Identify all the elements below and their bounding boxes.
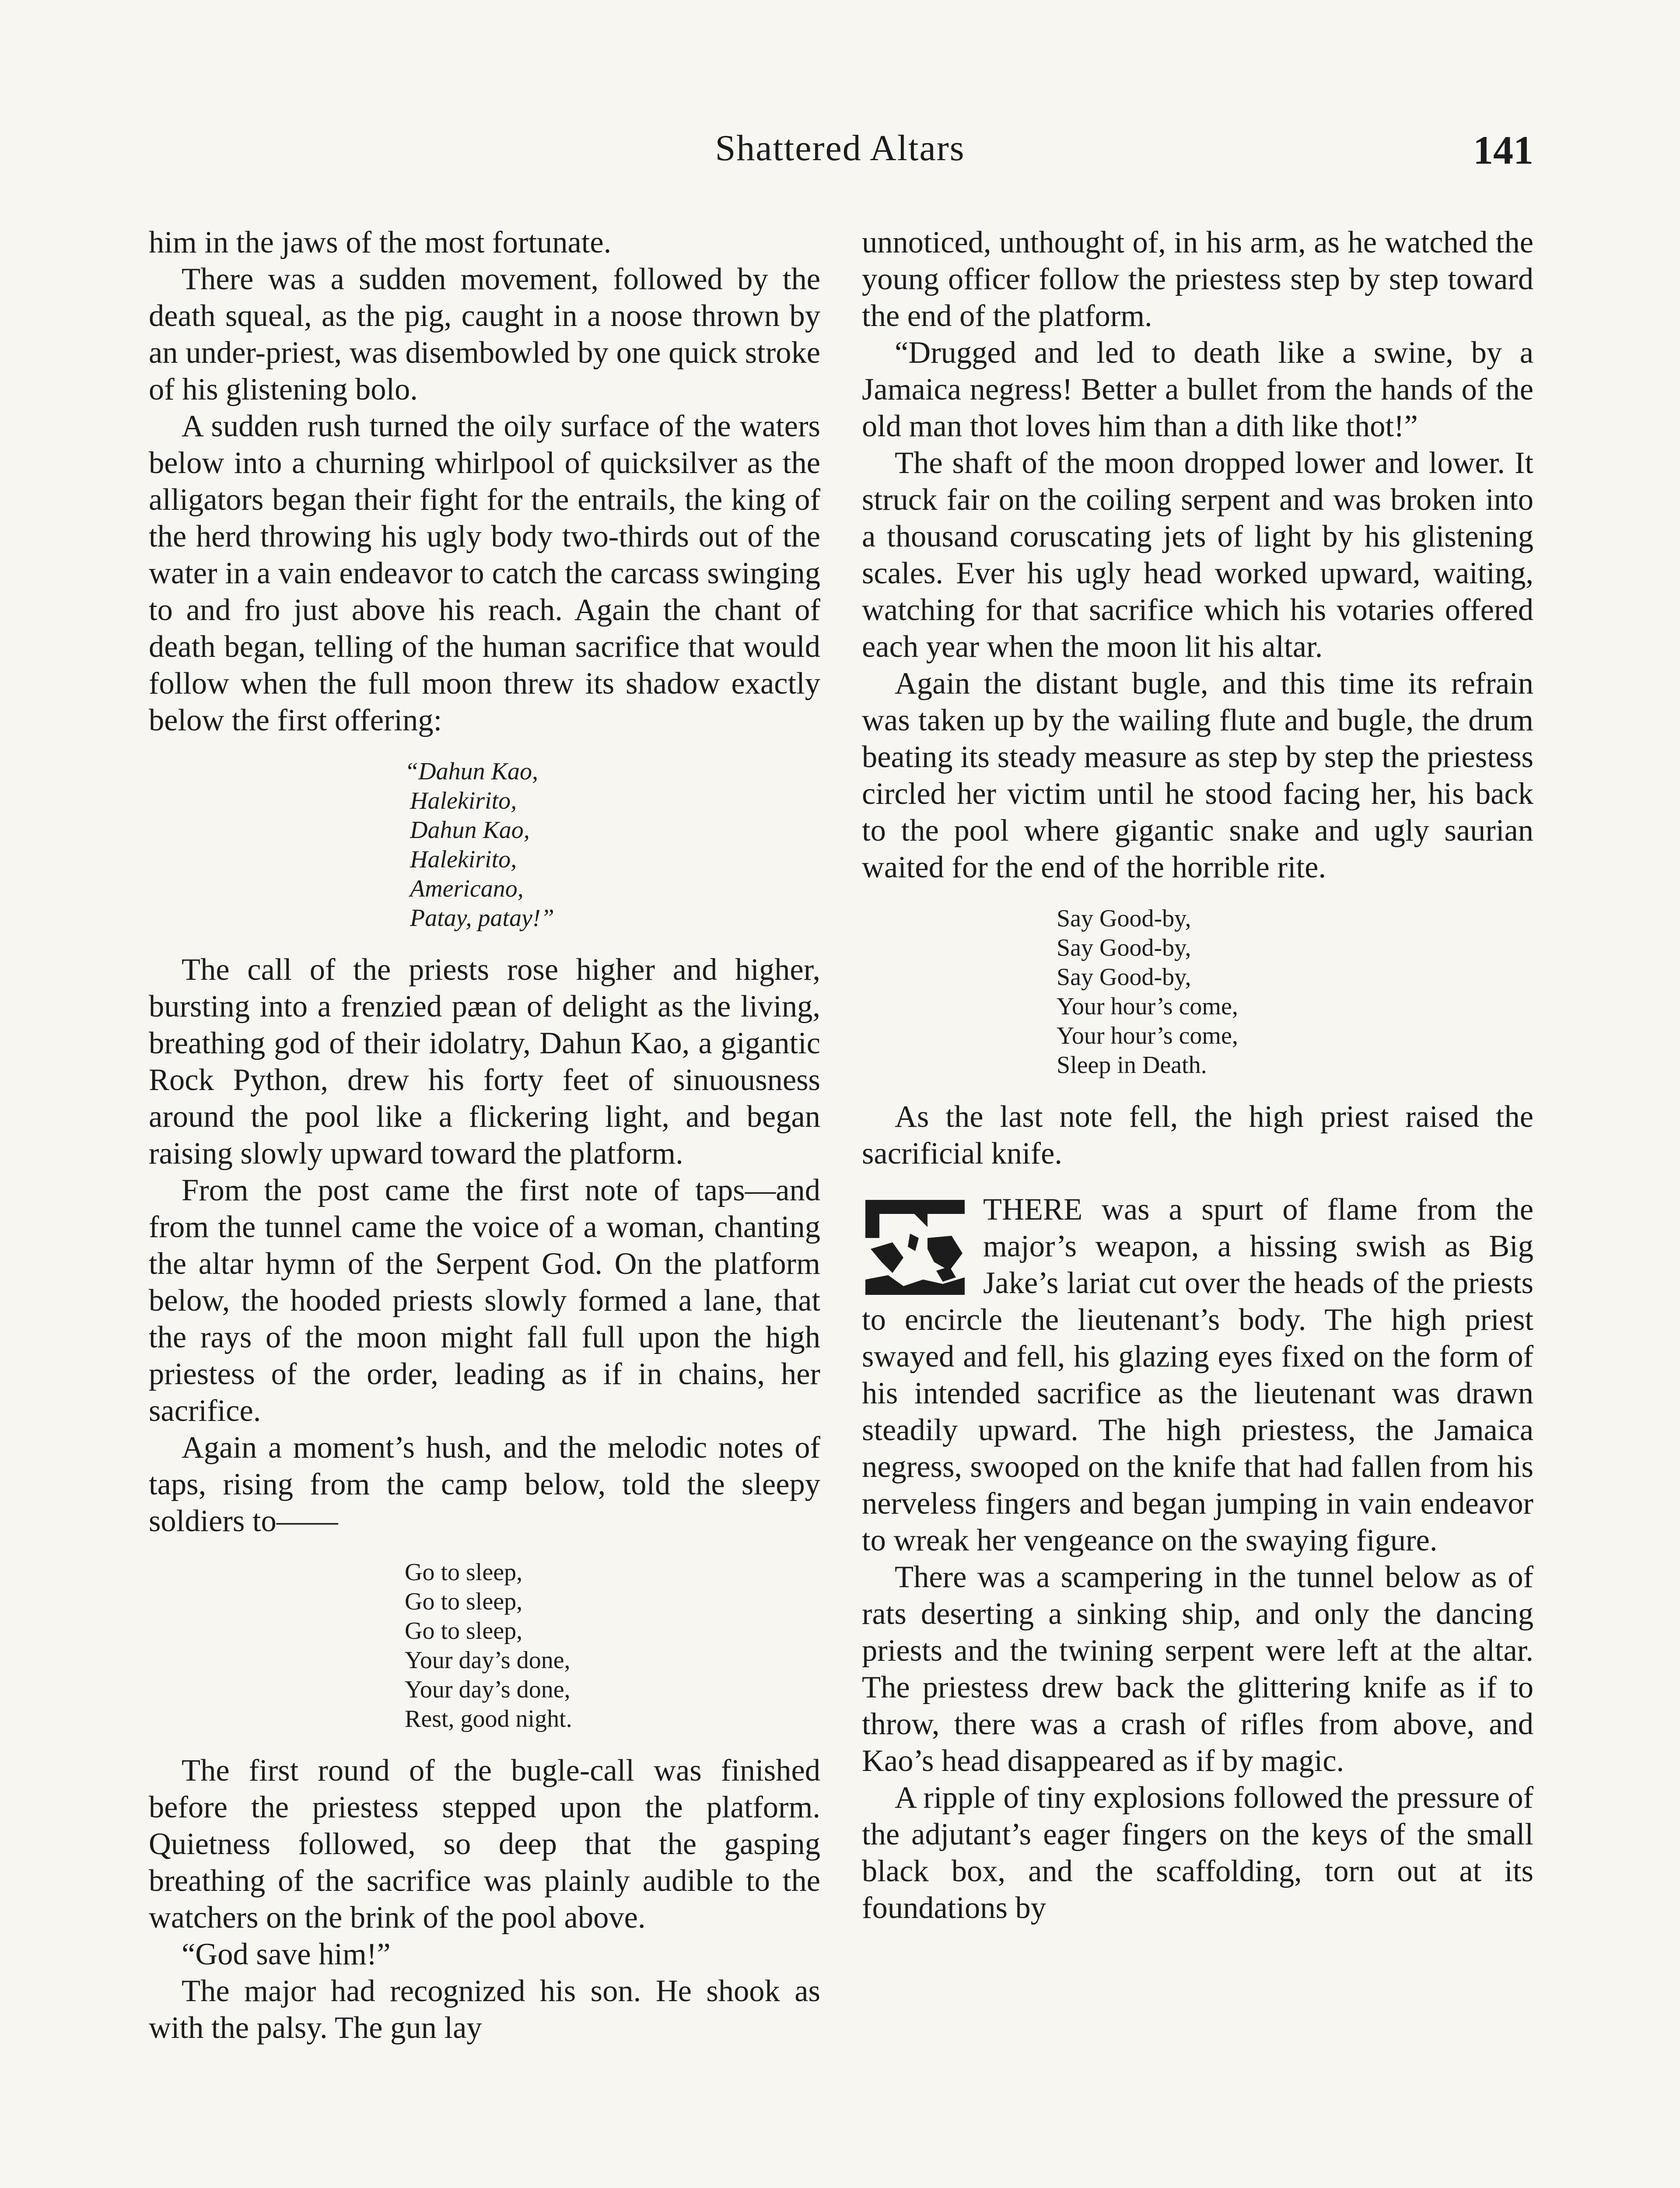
paragraph: Again the distant bugle, and this time its refrain was taken up by the wailing flute and bugle, the drum beating its steady measure as step by step the priestess circled her victim until he stood facing her, his back to the pool where gigantic snake and ugly saurian waited for the end of the horrible rite.: [862, 666, 1533, 884]
paragraph: The shaft of the moon dropped lower and lower. It struck fair on the coiling serpent and was broken into a thousand coruscating jets of light by his glistening scales. Ever his ugly head worked upward, waiting, watching for that sacrifice which his votaries offered each year when the moon lit his altar.: [862, 446, 1533, 664]
verse-line: Americano,: [410, 875, 524, 902]
dropcap-paragraph: [862, 1191, 1533, 1559]
paragraph: A ripple of tiny explosions followed the pressure of the adjutant’s eager fingers on the keys of the small black box, and the scaffolding, torn out at its foundations by: [862, 1781, 1533, 1925]
paragraph: From the post came the first note of taps—and from the tunnel came the voice of a woman, chanting the altar hymn of the Serpent God. On the platform below, the hooded priests slowly formed a lane, that the rays of the moon might fall full upon the high priestess of the order, leading as if in chains, her sacrifice.: [149, 1173, 820, 1428]
page-number: 141: [1473, 128, 1533, 172]
paragraph: There was a scampering in the tunnel below as of rats deserting a sinking ship, and only the dancing priests and the twining serpent were left at the altar. The priestess drew back the glittering knife as if to throw, there was a crash of rifles from above, and Kao’s head disappeared as if by magic.: [862, 1560, 1533, 1778]
verse-line: Say Good-by,: [1057, 964, 1191, 991]
verse-line: Your hour’s come,: [1057, 1022, 1238, 1049]
chant-verse: [405, 757, 820, 933]
dropcap-paragraph-text: THERE was a spurt of flame from the major’s weapon, a hissing swish as Big Jake’s lariat cut over the heads of the priests to encircle the lieutenant’s body. The high priest swayed and fell, his glazing eyes fixed on the form of his intended sacrifice as the lieutenant was drawn steadily upward. The high priestess, the Jamaica negress, swooped on the knife that had fallen from his nerveless fingers and began jumping in vain endeavor to wreak her vengeance on the swaying figure.: [862, 1192, 1533, 1557]
paragraph: “God save him!”: [182, 1937, 391, 1971]
verse-line: Your day’s done,: [405, 1647, 570, 1674]
paragraph: The call of the priests rose higher and higher, bursting into a frenzied pæan of delight as the living, breathing god of their idolatry, Dahun Kao, a gigantic Rock Python, drew his forty feet of sinuousness around the pool like a flickering light, and began raising slowly upward toward the platform.: [149, 953, 820, 1171]
running-header-title: Shattered Altars: [715, 128, 965, 168]
paragraph: A sudden rush turned the oily surface of the waters below into a churning whirlpool of quicksilver as the alligators began their fight for the entrails, the king of the herd throwing his ugly body two-thirds out of the water in a vain endeavor to catch the carcass swinging to and fro just above his reach. Again the chant of death began, telling of the human sacrifice that would follow when the full moon threw its shadow exactly below the first offering:: [149, 409, 820, 737]
paragraph: unnoticed, unthought of, in his arm, as he watched the young officer follow the priestess step by step toward the end of the platform.: [862, 225, 1533, 333]
paragraph: Again a moment’s hush, and the melodic notes of taps, rising from the camp below, told the sleepy soldiers to——: [149, 1431, 820, 1538]
paragraph: As the last note fell, the high priest raised the sacrificial knife.: [862, 1100, 1533, 1171]
paragraph: “Drugged and led to death like a swine, by a Jamaica negress! Better a bullet from the hands of the old man thot loves him than a dith like thot!”: [862, 336, 1533, 443]
verse-line: Say Good-by,: [1057, 905, 1191, 932]
right-column: [862, 224, 1533, 1926]
verse-line: Sleep in Death.: [1057, 1052, 1207, 1079]
verse-line: Go to sleep,: [405, 1559, 523, 1586]
verse-line: Halekirito,: [410, 787, 517, 814]
paragraph: There was a sudden movement, followed by the death squeal, as the pig, caught in a noose thrown by an under-priest, was disembowled by one quick stroke of his glistening bolo.: [149, 262, 820, 407]
decorative-dropcap-image: [862, 1196, 969, 1298]
paragraph: The major had recognized his son. He shook as with the palsy. The gun lay: [149, 1974, 820, 2045]
verse-line: Go to sleep,: [405, 1588, 523, 1615]
taps-verse: [405, 1558, 820, 1734]
verse-line: Halekirito,: [410, 846, 517, 873]
goodby-verse: [1057, 904, 1533, 1080]
paragraph: him in the jaws of the most fortunate.: [149, 225, 612, 259]
left-column: [149, 224, 820, 2046]
verse-line: Rest, good night.: [405, 1705, 572, 1732]
paragraph: The first round of the bugle-call was finished before the priestess stepped upon the platform. Quietness followed, so deep that the gasping breathing of the sacrifice was plainly audible to the watchers on the brink of the pool above.: [149, 1753, 820, 1935]
verse-line: Your day’s done,: [405, 1676, 570, 1703]
verse-line: Your hour’s come,: [1057, 993, 1238, 1020]
verse-line: Go to sleep,: [405, 1617, 523, 1645]
verse-line: Patay, patay!”: [410, 905, 554, 932]
verse-line: “Dahun Kao,: [405, 758, 538, 785]
verse-line: Say Good-by,: [1057, 934, 1191, 961]
verse-line: Dahun Kao,: [410, 817, 530, 844]
